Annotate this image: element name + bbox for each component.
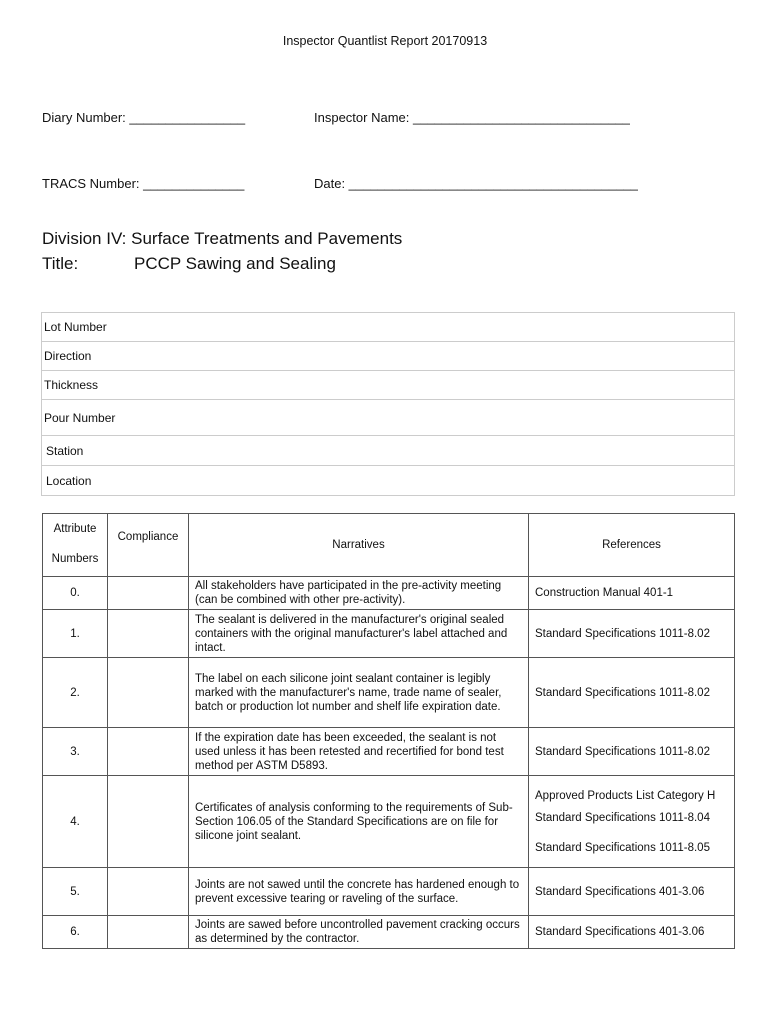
narrative-cell: The sealant is delivered in the manufacturer's original sealed containers with the original manufacturer's label attached and intact. [189,610,529,658]
attributes-table [42,513,735,949]
compliance-cell[interactable] [108,728,189,776]
header-references: References [529,514,735,577]
table-row [43,916,735,949]
narrative-cell: If the expiration date has been exceeded, the sealant is not used unless it has been retested and recertified for bond test method per ASTM D5893. [189,728,529,776]
date-field[interactable]: Date: ________________________________________ [314,176,638,191]
attribute-number: 4. [43,776,108,868]
division-heading: Division IV: Surface Treatments and Pavements [42,229,403,248]
narrative-cell: Joints are not sawed until the concrete has hardened enough to prevent excessive tearing or raveling of the surface. [189,868,529,916]
table-row [43,610,735,658]
compliance-cell[interactable] [108,577,189,610]
table-row [43,776,735,868]
attribute-number: 5. [43,868,108,916]
reference-line: Approved Products List Category H [535,789,716,802]
compliance-cell[interactable] [108,658,189,728]
info-row-thickness[interactable]: Thickness [42,371,734,400]
table-row [43,658,735,728]
table-row [43,728,735,776]
compliance-cell[interactable] [108,776,189,868]
reference-cell: Standard Specifications 401-3.06 [529,868,735,916]
reference-line: Standard Specifications 1011-8.05 [535,841,710,854]
inspector-name-field[interactable]: Inspector Name: ______________________________ [314,110,630,125]
reference-cell: Standard Specifications 1011-8.02 [529,610,735,658]
diary-number-field[interactable]: Diary Number: ________________ [42,110,246,125]
info-row-location[interactable]: Location [46,473,92,488]
attribute-number: 3. [43,728,108,776]
info-row-pour-number[interactable]: Pour Number [42,400,734,436]
table-row [43,868,735,916]
title-value: PCCP Sawing and Sealing [134,254,336,273]
attribute-number: 1. [43,610,108,658]
compliance-cell[interactable] [108,868,189,916]
narrative-cell: Certificates of analysis conforming to the requirements of Sub-Section 106.05 of the Standard Specifications are on file for silicone joint sealant. [189,776,529,868]
header-compliance: Compliance [108,514,189,577]
header-attribute-numbers [43,514,108,577]
header-narratives: Narratives [189,514,529,577]
lot-info-box [41,312,735,496]
reference-cell: Construction Manual 401-1 [529,577,735,610]
reference-cell [529,776,735,868]
tracs-number-field[interactable]: TRACS Number: ______________ [42,176,245,191]
table-header-row [43,514,735,577]
info-row-direction[interactable]: Direction [42,342,734,371]
compliance-cell[interactable] [108,916,189,949]
attribute-number: 0. [43,577,108,610]
title-label: Title: [42,254,79,273]
reference-cell: Standard Specifications 1011-8.02 [529,728,735,776]
table-row [43,577,735,610]
info-row-station[interactable]: Station [42,436,734,466]
attribute-number: 2. [43,658,108,728]
reference-line: Standard Specifications 1011-8.04 [535,811,710,824]
narrative-cell: Joints are sawed before uncontrolled pavement cracking occurs as determined by the contractor. [189,916,529,949]
header-attribute-line2: Numbers [51,553,99,565]
header-attribute-line1: Attribute [53,523,97,535]
reference-cell: Standard Specifications 401-3.06 [529,916,735,949]
narrative-cell: The label on each silicone joint sealant container is legibly marked with the manufacturer's name, trade name of sealer, batch or production lot number and shelf life expiration date. [189,658,529,728]
info-row-lot-number[interactable]: Lot Number [42,313,734,342]
reference-cell: Standard Specifications 1011-8.02 [529,658,735,728]
attribute-number: 6. [43,916,108,949]
narrative-cell: All stakeholders have participated in the pre-activity meeting (can be combined with other pre-activity). [189,577,529,610]
compliance-cell[interactable] [108,610,189,658]
report-title: Inspector Quantlist Report 20170913 [282,34,488,48]
